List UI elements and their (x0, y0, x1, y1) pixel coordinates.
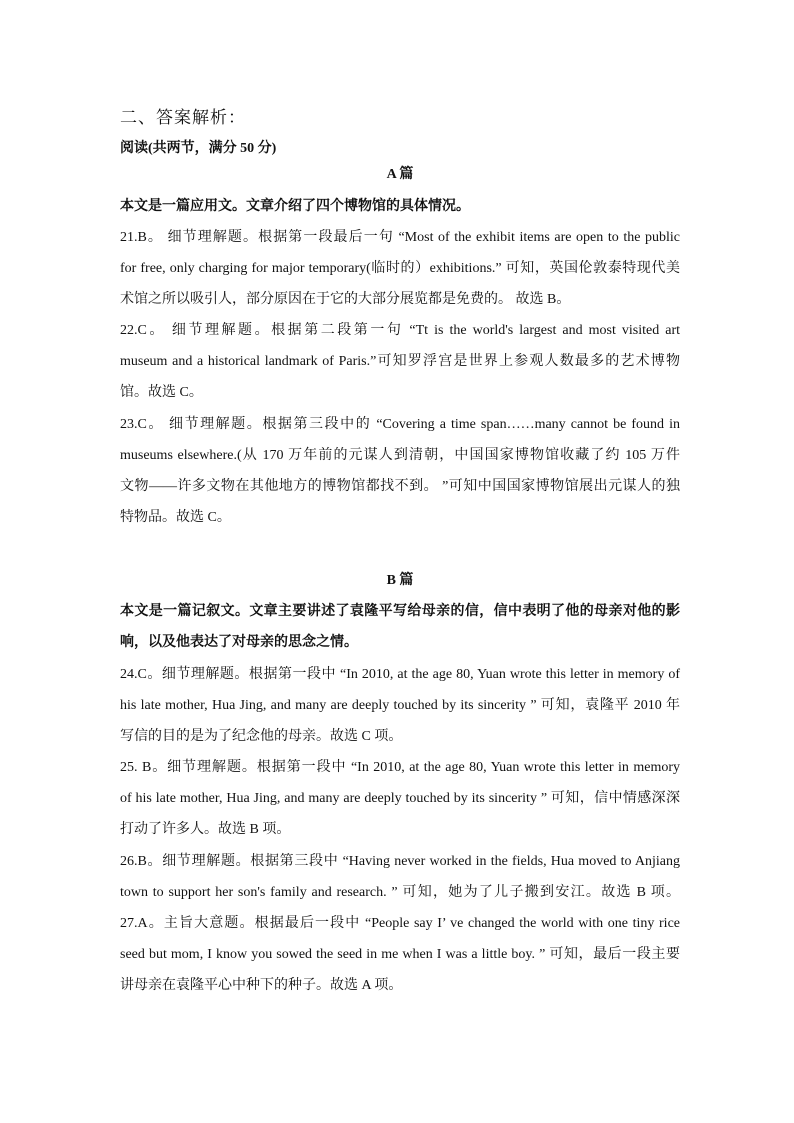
answer-line: his late mother, Hua Jing, and many are deeply touched by its sincerity ” 可知，袁隆平 2010 年 (120, 698, 680, 713)
answer-line: 24.C。细节理解题。根据第一段中 “In 2010, at the age 80, Yuan wrote this letter in memory of (120, 667, 680, 682)
part-b-summary: 响，以及他表达了对母亲的思念之情。 (120, 635, 358, 650)
answer-line: town to support her son's family and research. ” 可知，她为了儿子搬到安江。故选 B 项。 (120, 885, 680, 900)
answer-line: 25. B。细节理解题。根据第一段中 “In 2010, at the age 80, Yuan wrote this letter in memory (120, 760, 680, 775)
answer-line: 26.B。细节理解题。根据第三段中 “Having never worked in the fields, Hua moved to Anjiang (120, 854, 680, 869)
answer-line: museum and a historical landmark of Paris.”可知罗浮宫是世界上参观人数最多的艺术博物 (120, 354, 680, 369)
reading-header: 阅读(共两节，满分 50 分) (120, 141, 277, 156)
answer-line: 文物——许多文物在其他地方的博物馆都找不到。 ”可知中国国家博物馆展出元谋人的独 (120, 479, 680, 494)
answer-line: 23.C。 细节理解题。根据第三段中的 “Covering a time span……many cannot be found in (120, 417, 680, 432)
answer-line: 特物品。故选 C。 (120, 510, 231, 525)
answer-line: of his late mother, Hua Jing, and many are deeply touched by its sincerity ” 可知，信中情感深深 (120, 791, 680, 806)
part-b-title: B 篇 (386, 573, 414, 588)
answer-line: seed but mom, I know you sowed the seed in me when I was a little boy. ” 可知，最后一段主要 (120, 947, 680, 962)
answer-line: 27.A。主旨大意题。根据最后一段中 “People say I’ ve changed the world with one tiny rice (120, 916, 680, 931)
answer-line: 21.B。 细节理解题。根据第一段最后一句 “Most of the exhibit items are open to the public (120, 230, 680, 245)
answer-line: 打动了许多人。故选 B 项。 (120, 822, 291, 837)
answer-line: 写信的目的是为了纪念他的母亲。故选 C 项。 (120, 729, 403, 744)
answer-line: for free, only charging for major temporary(临时的）exhibitions.” 可知，英国伦敦泰特现代美 (120, 261, 680, 276)
section-title: 二、答案解析： (120, 108, 246, 128)
answer-line: 讲母亲在袁隆平心中种下的种子。故选 A 项。 (120, 978, 403, 993)
part-a-summary: 本文是一篇应用文。文章介绍了四个博物馆的具体情况。 (120, 199, 470, 214)
answer-line: 术馆之所以吸引人，部分原因在于它的大部分展览都是免费的。 故选 B。 (120, 292, 571, 307)
answer-line: 馆。故选 C。 (120, 385, 203, 400)
answer-line: museums elsewhere.(从 170 万年前的元谋人到清朝，中国国家博物馆收藏了约 105 万件 (120, 448, 680, 463)
part-a-title: A 篇 (386, 167, 414, 182)
part-b-summary: 本文是一篇记叙文。文章主要讲述了袁隆平写给母亲的信，信中表明了他的母亲对他的影 (120, 604, 680, 619)
answer-line: 22.C。 细节理解题。根据第二段第一句 “Tt is the world's largest and most visited art (120, 323, 680, 338)
